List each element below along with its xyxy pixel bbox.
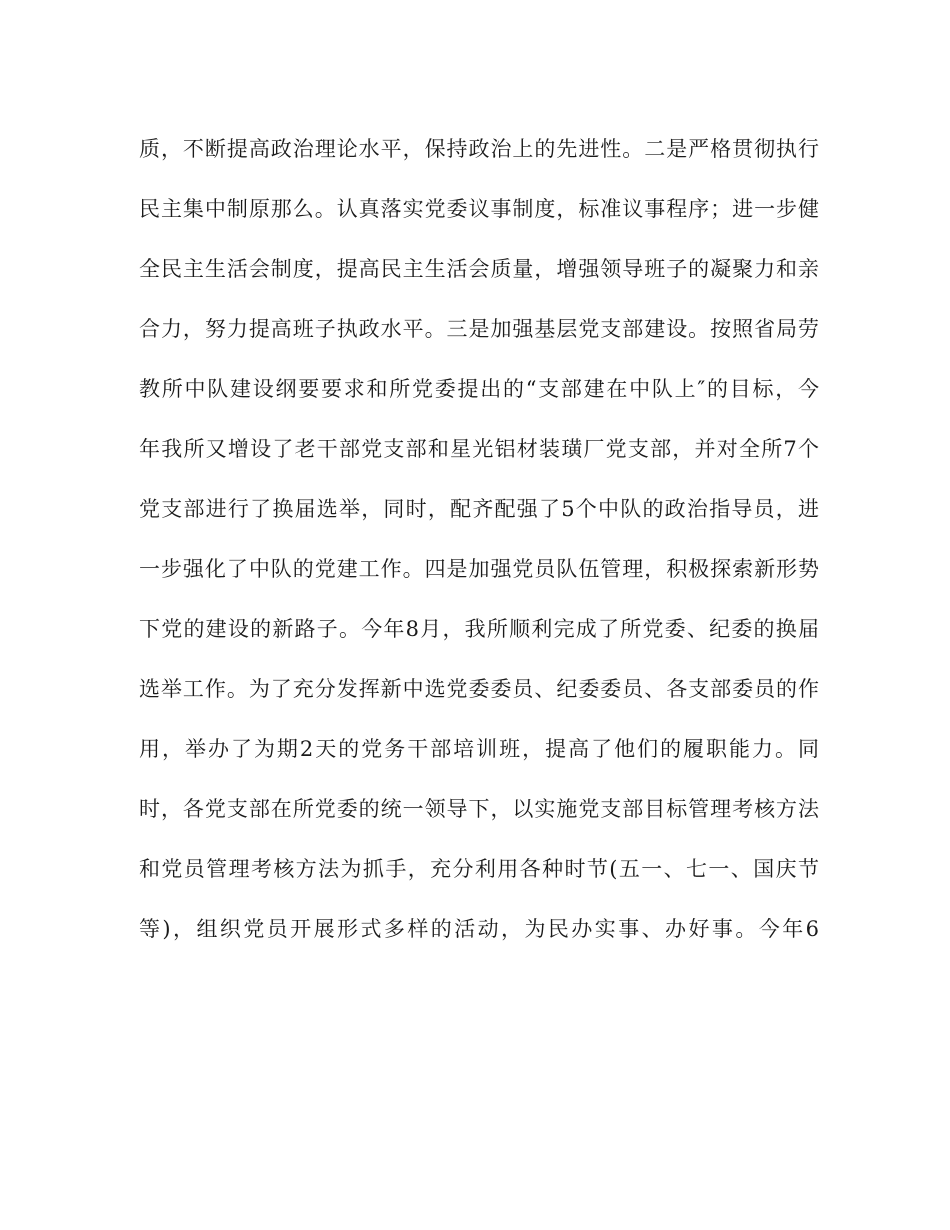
text-line: 质，不断提高政治理论水平，保持政治上的先进性。二是严格贯彻执行	[139, 137, 819, 161]
text-line: 民主集中制原那么。认真落实党委议事制度，标准议事程序；进一步健	[139, 197, 819, 221]
text-line: 时，各党支部在所党委的统一领导下，以实施党支部目标管理考核方法	[139, 797, 819, 821]
text-line: 用，举办了为期2天的党务干部培训班，提高了他们的履职能力。同	[139, 737, 819, 761]
text-line: 全民主生活会制度，提高民主生活会质量，增强领导班子的凝聚力和亲	[139, 257, 819, 281]
text-line: 下党的建设的新路子。今年8月，我所顺利完成了所党委、纪委的换届	[139, 617, 819, 641]
text-line: 选举工作。为了充分发挥新中选党委委员、纪委委员、各支部委员的作	[139, 677, 819, 701]
text-line: 教所中队建设纲要要求和所党委提出的“支部建在中队上″的目标，今	[139, 377, 819, 401]
body-text	[139, 119, 819, 959]
text-line: 合力，努力提高班子执政水平。三是加强基层党支部建设。按照省局劳	[139, 317, 819, 341]
text-line: 和党员管理考核方法为抓手，充分利用各种时节(五一、七一、国庆节	[139, 857, 819, 881]
text-line: 党支部进行了换届选举，同时，配齐配强了5个中队的政治指导员，进	[139, 497, 819, 521]
text-line: 等)，组织党员开展形式多样的活动，为民办实事、办好事。今年6	[139, 917, 819, 941]
text-line: 年我所又增设了老干部党支部和星光铝材装璜厂党支部，并对全所7个	[139, 437, 819, 461]
text-line: 一步强化了中队的党建工作。四是加强党员队伍管理，积极探索新形势	[139, 557, 819, 581]
